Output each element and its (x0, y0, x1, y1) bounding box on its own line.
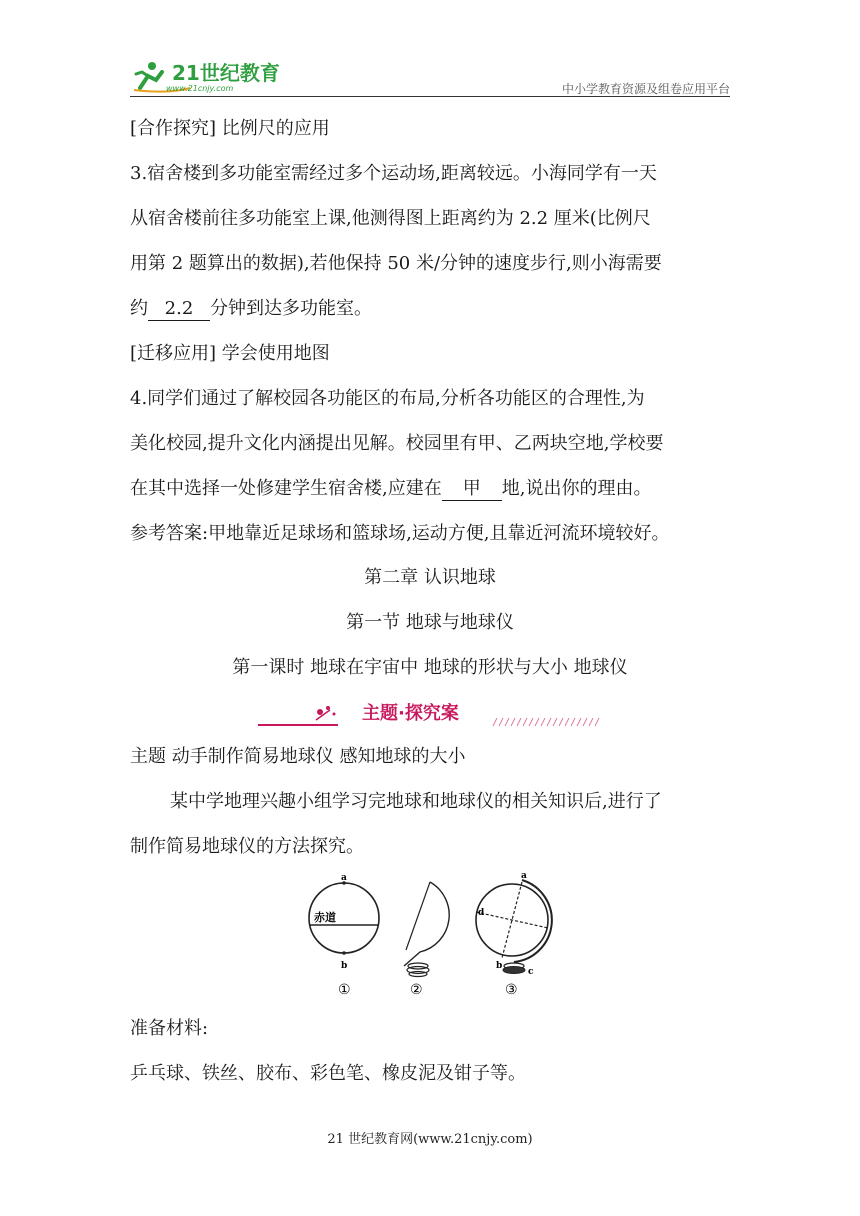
materials-list: 乒乓球、铁丝、胶布、彩色笔、橡皮泥及钳子等。 (130, 1063, 526, 1084)
globe-making-diagram (300, 870, 560, 1000)
lesson-title: 第一课时 地球在宇宙中 地球的形状与大小 地球仪 (232, 657, 628, 678)
question3-line2: 从宿舍楼前往多功能室上课,他测得图上距离约为 2.2 厘米(比例尺 (130, 208, 651, 229)
equator-label: 赤道 (314, 911, 336, 924)
logo-url: www.21cnjy.com (166, 84, 234, 93)
topic-heading: 主题 动手制作简易地球仪 感知地球的大小 (130, 746, 466, 767)
topic-paragraph-line1: 某中学地理兴趣小组学习完地球和地球仪的相关知识后,进行了 (170, 791, 662, 812)
section-title: 第一节 地球与地球仪 (346, 612, 514, 633)
point-c-label: c (528, 967, 534, 977)
point-b-label: b (341, 961, 348, 971)
point-b-label-3: b (496, 961, 503, 971)
question3-line3: 用第 2 题算出的数据),若他保持 50 米/分钟的速度步行,则小海需要 (130, 253, 662, 274)
question4-line3 (130, 478, 651, 501)
question4-line1: 4.同学们通过了解校园各功能区的布局,分析各功能区的合理性,为 (130, 388, 645, 409)
logo-text: 21世纪教育 (172, 61, 280, 85)
question3-prefix: 约 (130, 298, 148, 319)
caption-step2: ② (410, 982, 423, 998)
hatch-decoration (493, 718, 599, 726)
question4-line2: 美化校园,提升文化内涵提出见解。校园里有甲、乙两块空地,学校要 (130, 433, 664, 454)
section-label-cooperative: [合作探究] 比例尺的应用 (130, 118, 330, 139)
question4-suffix: 地,说出你的理由。 (501, 478, 652, 499)
header-divider (130, 96, 730, 97)
topic-paragraph-line2: 制作简易地球仪的方法探究。 (130, 836, 364, 857)
sparkle-icon (316, 706, 336, 720)
question3-line4 (130, 298, 372, 321)
question3-answer-blank: 2.2 (148, 298, 210, 321)
header-tagline: 中小学教育资源及组卷应用平台 (561, 82, 730, 96)
question4-reference-answer: 参考答案:甲地靠近足球场和篮球场,运动方便,且靠近河流环境较好。 (130, 523, 670, 544)
point-d-label: d (478, 908, 485, 918)
question3-suffix: 分钟到达多功能室。 (210, 298, 372, 319)
point-a-label-3: a (521, 871, 527, 881)
materials-heading: 准备材料: (130, 1018, 209, 1039)
step2-wire-stand (404, 882, 449, 998)
page-footer: 21 世纪教育网(www.21cnjy.com) (327, 1132, 533, 1147)
section-label-transfer: [迁移应用] 学会使用地图 (130, 343, 330, 364)
banner-title: 主题·探究案 (362, 703, 459, 724)
step1-sphere (309, 873, 379, 998)
point-a-label: a (341, 873, 347, 883)
chapter-title: 第二章 认识地球 (364, 567, 496, 588)
caption-step1: ① (338, 982, 351, 998)
question4-answer-blank: 甲 (442, 478, 502, 501)
step3-assembled-globe (476, 871, 552, 998)
caption-step3: ③ (505, 982, 518, 998)
question3-line1: 3.宿舍楼到多功能室需经过多个运动场,距离较远。小海同学有一天 (130, 163, 657, 184)
site-logo (130, 58, 290, 96)
question4-prefix: 在其中选择一处修建学生宿舍楼,应建在 (130, 478, 442, 499)
